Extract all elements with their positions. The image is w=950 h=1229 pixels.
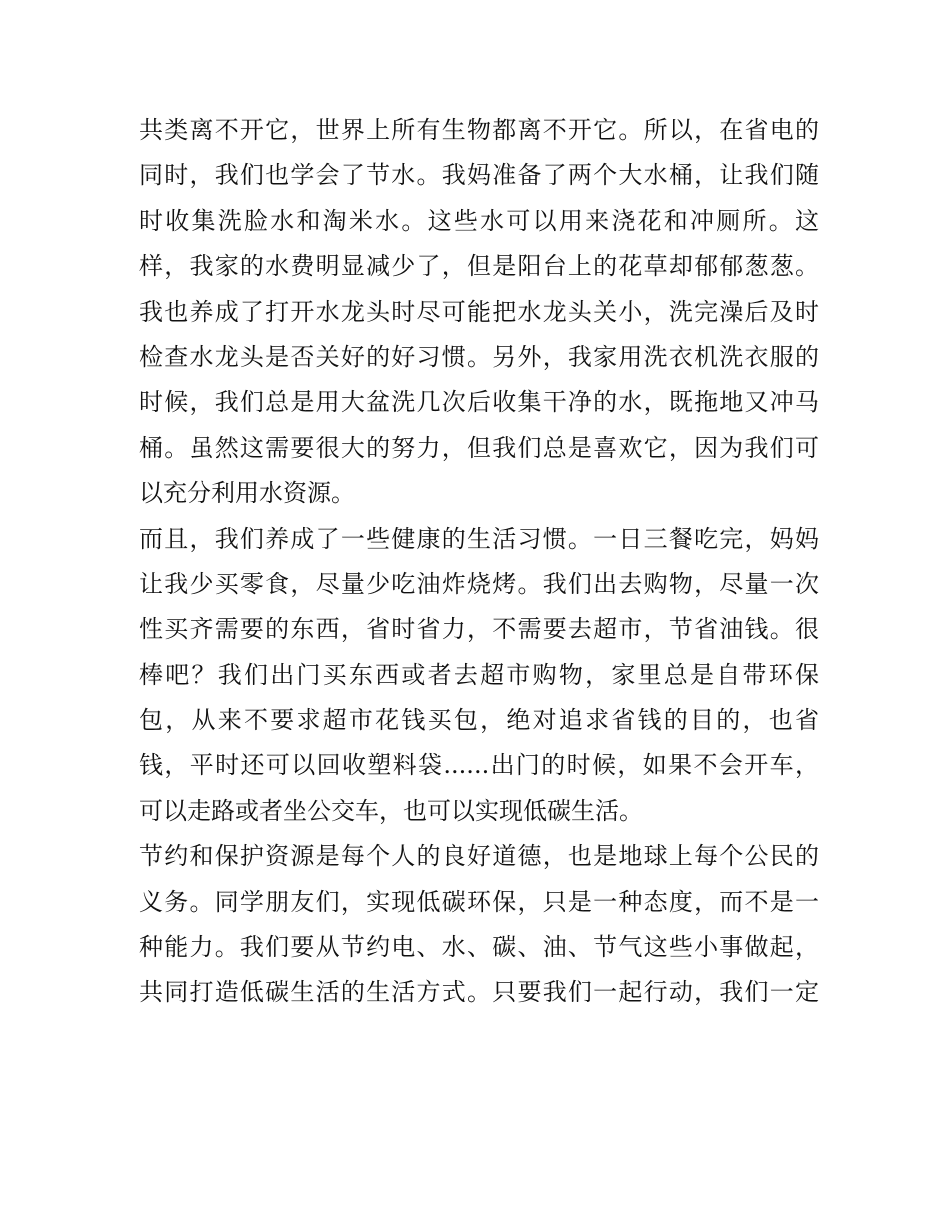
text-line: 节约和保护资源是每个人的良好道德，也是地球上每个公民的 <box>139 842 819 871</box>
text-line: 检查水龙头是否关好的好习惯。另外，我家用洗衣机洗衣服的 <box>139 342 819 371</box>
text-line: 共类离不开它，世界上所有生物都离不开它。所以，在省电的 <box>139 116 819 144</box>
text-line: 包，从来不要求超市花钱买包，绝对追求省钱的目的，也省 <box>139 706 819 735</box>
text-line: 棒吧？我们出门买东西或者去超市购物，家里总是自带环保 <box>139 660 819 689</box>
text-line: 样，我家的水费明显减少了，但是阳台上的花草却郁郁葱葱。 <box>139 252 819 281</box>
paragraph <box>139 834 819 1016</box>
text-line: 可以走路或者坐公交车，也可以实现低碳生活。 <box>139 796 643 825</box>
text-line: 种能力。我们要从节约电、水、碳、油、节气这些小事做起， <box>139 933 819 962</box>
text-line: 桶。虽然这需要很大的努力，但我们总是喜欢它，因为我们可 <box>139 433 819 462</box>
text-line: 共同打造低碳生活的生活方式。只要我们一起行动，我们一定 <box>139 978 819 1007</box>
text-line: 同时，我们也学会了节水。我妈准备了两个大水桶，让我们随 <box>139 161 819 190</box>
text-line: 时收集洗脸水和淘米水。这些水可以用来浇花和冲厕所。这 <box>139 206 819 235</box>
text-line: 我也养成了打开水龙头时尽可能把水龙头关小，洗完澡后及时 <box>139 297 819 326</box>
text-line: 而且，我们养成了一些健康的生活习惯。一日三餐吃完，妈妈 <box>139 524 819 553</box>
text-line: 以充分利用水资源。 <box>139 479 355 508</box>
text-line: 义务。同学朋友们，实现低碳环保，只是一种态度，而不是一 <box>139 887 819 916</box>
body-text <box>139 108 819 1016</box>
text-line: 时候，我们总是用大盆洗几次后收集干净的水，既拖地又冲马 <box>139 388 819 417</box>
paragraph <box>139 517 819 835</box>
text-line: 让我少买零食，尽量少吃油炸烧烤。我们出去购物，尽量一次 <box>139 569 819 598</box>
paragraph <box>139 108 819 517</box>
text-line: 性买齐需要的东西，省时省力，不需要去超市，节省油钱。很 <box>139 615 819 644</box>
text-line: 钱，平时还可以回收塑料袋......出门的时候，如果不会开车， <box>139 751 819 780</box>
